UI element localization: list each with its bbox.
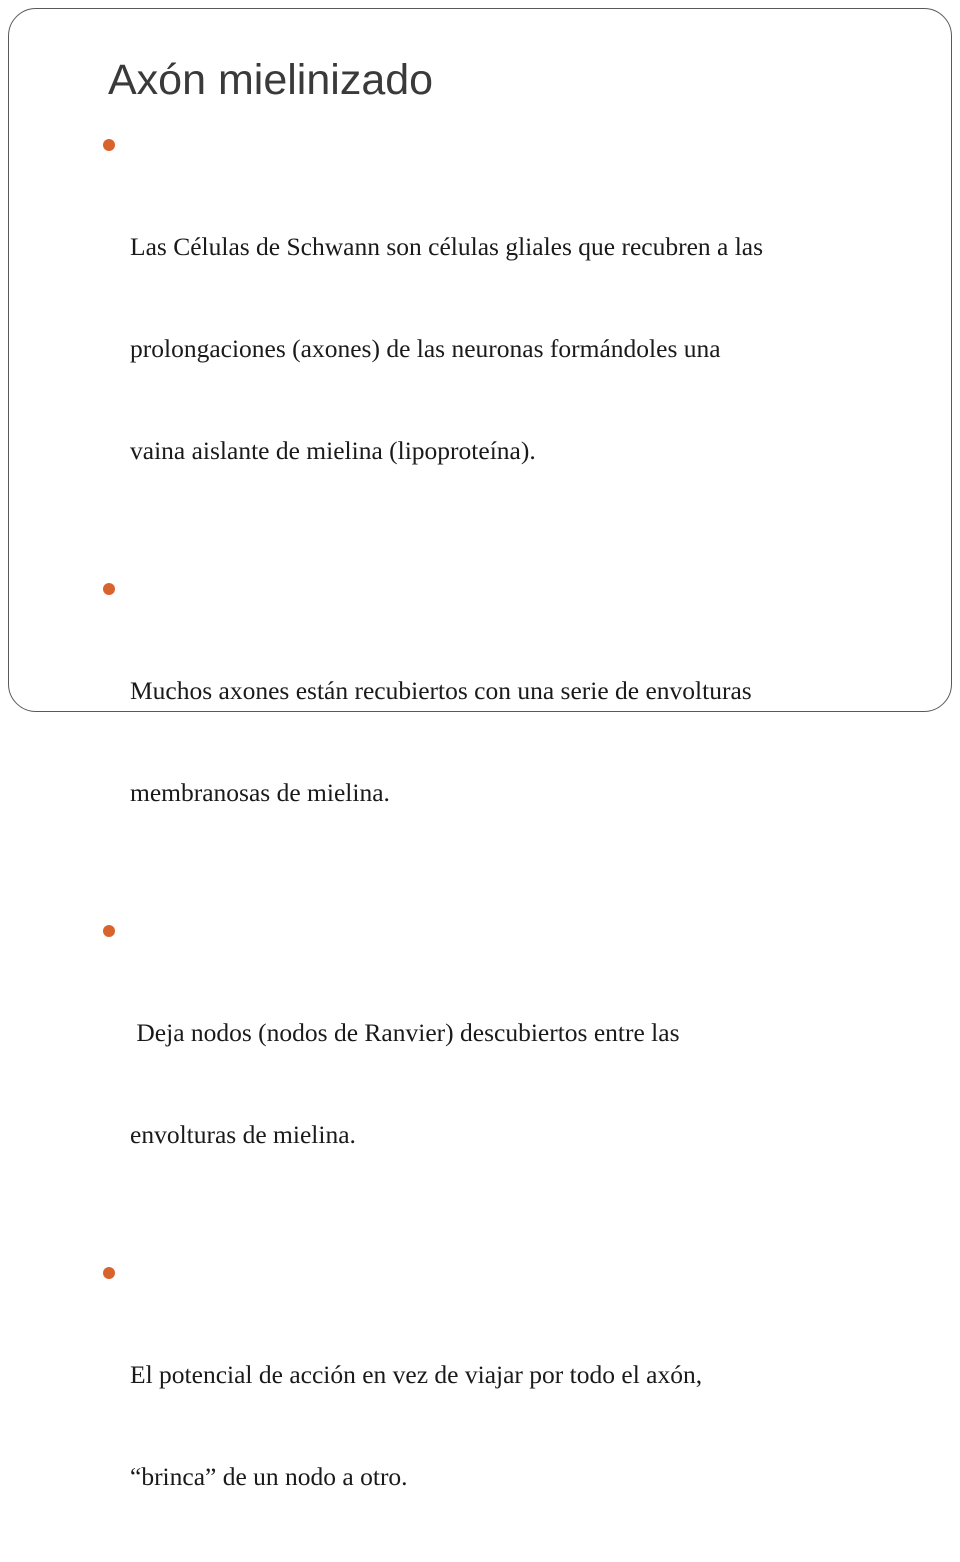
bullet-line: envolturas de mielina. bbox=[130, 1120, 356, 1149]
bullet-item-schwann-cells bbox=[100, 128, 900, 536]
bullet-list bbox=[100, 128, 900, 1562]
bullet-item-saltatory-conduction bbox=[100, 1256, 900, 1562]
bullet-line: vaina aislante de mielina (lipoproteína). bbox=[130, 436, 536, 465]
bullet-dot-icon bbox=[103, 583, 115, 595]
bullet-dot-icon bbox=[103, 925, 115, 937]
bullet-line: “brinca” de un nodo a otro. bbox=[130, 1462, 408, 1491]
bullet-line: El potencial de acción en vez de viajar por todo el axón, bbox=[130, 1360, 703, 1389]
slide-title: Axón mielinizado bbox=[108, 56, 434, 104]
bullet-line: prolongaciones (axones) de las neuronas formándoles una bbox=[130, 334, 721, 363]
bullet-dot-icon bbox=[103, 139, 115, 151]
bullet-line: Las Células de Schwann son células gliales que recubren a las bbox=[130, 232, 764, 261]
bullet-line: membranosas de mielina. bbox=[130, 778, 390, 807]
bullet-line: Deja nodos (nodos de Ranvier) descubiertos entre las bbox=[130, 1018, 680, 1047]
bullet-line: Muchos axones están recubiertos con una serie de envolturas bbox=[130, 676, 752, 705]
bullet-item-myelin-wrappings bbox=[100, 572, 900, 878]
bullet-item-ranvier-nodes bbox=[100, 914, 900, 1220]
bullet-dot-icon bbox=[103, 1267, 115, 1279]
